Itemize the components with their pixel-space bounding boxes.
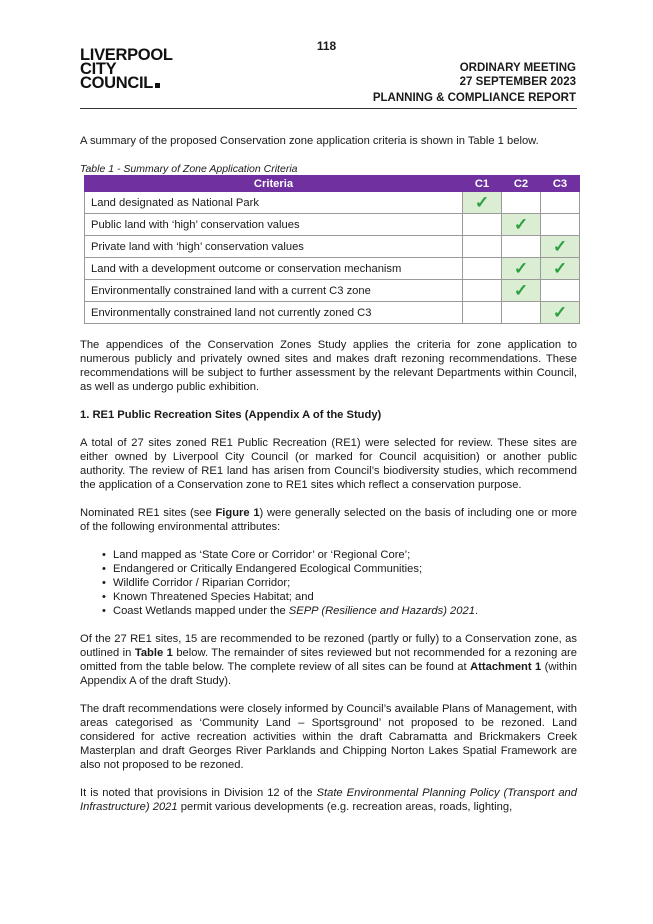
c2-cell: [502, 192, 541, 214]
c2-cell: [502, 236, 541, 258]
report-title: PLANNING & COMPLIANCE REPORT: [372, 92, 576, 104]
table-row: [85, 192, 580, 214]
list-item: • Endangered or Critically Endangered Ecological Communities;: [102, 562, 577, 576]
logo-dot-icon: [155, 83, 160, 88]
attributes-list: [102, 548, 577, 618]
check-icon: ✓: [513, 214, 529, 234]
header-divider: [80, 108, 577, 109]
table-row: [85, 214, 580, 236]
check-icon: ✓: [552, 236, 568, 256]
sepp-transport-reference: State Environmental Planning Policy (Transport and Infrastructure) 2021: [80, 787, 577, 813]
attachment-reference: Attachment 1: [470, 661, 542, 673]
appendices-paragraph: The appendices of the Conservation Zones Study applies the criteria for zone application to numerous publicly and privately owned sites and makes draft rezoning recommendations. These recommendations will be subject to further assessment by the relevant Departments within Council, as well as undergo public exhibition.: [80, 339, 577, 393]
text-run: Coast Wetlands mapped under the: [113, 605, 289, 617]
document-body: [80, 134, 577, 814]
check-icon: ✓: [513, 258, 529, 278]
text-run: below. The remainder of sites reviewed but not recommended for a rezoning are omitted from the table below. The complete review of all sites can be found at: [80, 647, 577, 673]
c3-cell: [541, 280, 580, 302]
table-row: [85, 258, 580, 280]
text-run: Of the 27 RE1 sites, 15 are recommended to be rezoned (partly or fully) to a Conservation zone, as outlined in: [80, 633, 577, 659]
table-row: [85, 280, 580, 302]
table-reference: Table 1: [134, 647, 173, 659]
re1-review-paragraph: A total of 27 sites zoned RE1 Public Recreation (RE1) were selected for review. These sites are either owned by Liverpool City Council (or marked for Council acquisition) or another public authority. The review of RE1 land has arisen from Council’s biodiversity studies, which recommend the application of a Conservation zone to RE1 sites which reflect a conservation purpose.: [80, 437, 577, 491]
criteria-label: Land with a development outcome or conservation mechanism: [85, 258, 463, 280]
c2-cell: [502, 258, 541, 280]
c2-cell: [502, 302, 541, 324]
criteria-label: Environmentally constrained land not currently zoned C3: [85, 302, 463, 324]
text-run: .: [474, 605, 479, 617]
sepp-reference: SEPP (Resilience and Hazards) 2021: [288, 605, 475, 617]
c3-cell: [541, 236, 580, 258]
check-icon: ✓: [513, 280, 529, 300]
criteria-label: Private land with ‘high’ conservation values: [85, 236, 463, 258]
table-row: [85, 302, 580, 324]
check-icon: ✓: [552, 302, 568, 322]
text-run: Nominated RE1 sites (see: [80, 507, 216, 519]
draft-recommendations-paragraph: The draft recommendations were closely informed by Council’s available Plans of Management, with areas categorised as ‘Community Land – Sportsground’ not proposed to be rezoned. Land considered for active recreation activities within the draft Cabramatta and Brickmakers Creek Masterplan and draft Georges River Parklands and Chipping Norton Lakes Spatial Framework are also not proposed to be rezoned.: [80, 703, 577, 771]
c3-cell: [541, 214, 580, 236]
section-heading: 1. RE1 Public Recreation Sites (Appendix A of the Study): [80, 409, 382, 421]
c1-cell: [463, 192, 502, 214]
list-item: • Known Threatened Species Habitat; and: [102, 590, 577, 604]
text-run: permit various developments (e.g. recreation areas, roads, lighting,: [177, 801, 513, 813]
table-caption: Table 1 - Summary of Zone Application Criteria: [80, 163, 298, 175]
page-number: 118: [316, 39, 337, 53]
criteria-label: Public land with ‘high’ conservation values: [85, 214, 463, 236]
text-run: It is noted that provisions in Division 12 of the: [80, 787, 317, 799]
c1-cell: [463, 280, 502, 302]
nominated-sites-paragraph: [80, 506, 577, 534]
logo-line-2: CITY: [80, 60, 117, 78]
table-header-row: [85, 176, 580, 192]
header-c2: C2: [502, 176, 541, 192]
table-row: [85, 236, 580, 258]
logo-line-3: COUNCIL: [80, 76, 173, 90]
criteria-label: Environmentally constrained land with a current C3 zone: [85, 280, 463, 302]
c2-cell: [502, 280, 541, 302]
intro-paragraph: A summary of the proposed Conservation zone application criteria is shown in Table 1 below.: [80, 135, 539, 147]
header-c1: C1: [463, 176, 502, 192]
c1-cell: [463, 214, 502, 236]
check-icon: ✓: [474, 192, 490, 212]
logo-line-1: LIVERPOOL: [80, 46, 173, 64]
criteria-table: [84, 175, 580, 324]
meeting-date: 27 SEPTEMBER 2023: [459, 76, 576, 88]
text-run: (within Appendix A of the draft Study).: [80, 661, 577, 687]
list-item: • Land mapped as ‘State Core or Corridor’ or ‘Regional Core’;: [102, 548, 577, 562]
c2-cell: [502, 214, 541, 236]
c3-cell: [541, 192, 580, 214]
check-icon: ✓: [552, 258, 568, 278]
list-item: [102, 604, 577, 618]
list-item: • Wildlife Corridor / Riparian Corridor;: [102, 576, 577, 590]
rezoning-paragraph: [80, 632, 577, 688]
text-run: ) were generally selected on the basis of including one or more of the following environmental attributes:: [80, 507, 577, 533]
c1-cell: [463, 302, 502, 324]
meeting-title: ORDINARY MEETING: [459, 62, 576, 74]
header-criteria: Criteria: [85, 176, 463, 192]
header-c3: C3: [541, 176, 580, 192]
meeting-header: [460, 61, 576, 89]
c1-cell: [463, 258, 502, 280]
c3-cell: [541, 302, 580, 324]
criteria-label: Land designated as National Park: [85, 192, 463, 214]
provisions-paragraph: [80, 786, 577, 814]
figure-reference: Figure 1: [215, 507, 260, 519]
c3-cell: [541, 258, 580, 280]
council-logo: [80, 48, 173, 90]
c1-cell: [463, 236, 502, 258]
